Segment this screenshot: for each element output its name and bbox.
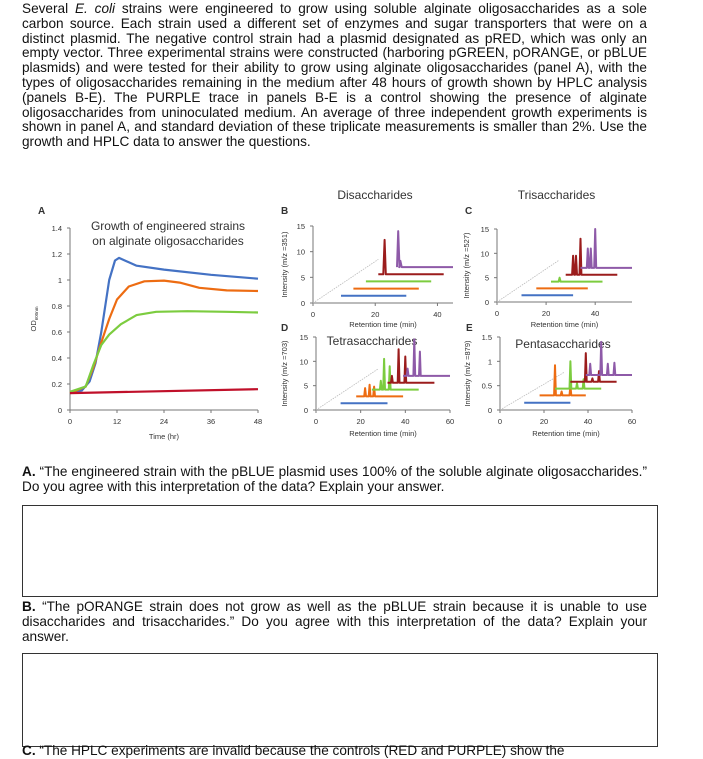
x-tick-label: 0 [310, 310, 316, 319]
series-purple-line [581, 229, 633, 268]
x-tick-label: 40 [583, 417, 593, 426]
x-tick-label: 0 [497, 417, 503, 426]
y-tick-label: 0 [487, 406, 492, 415]
y-tick-label: 0.5 [481, 381, 492, 391]
panel-letter: A [38, 206, 46, 217]
panel-letter: E [466, 323, 473, 334]
chart-title: Tetrasaccharides [326, 334, 418, 348]
y-tick-label: 0 [484, 298, 489, 307]
x-axis-label: Retention time (min) [532, 429, 600, 438]
y-tick-label: 0.4 [51, 354, 62, 363]
x-tick-label: 60 [445, 417, 455, 426]
y-tick-label: 0 [303, 406, 308, 415]
chart-title: Pentasaccharides [515, 337, 611, 351]
y-tick-label: 5 [484, 273, 489, 283]
x-tick-label: 24 [159, 417, 169, 426]
series-pred-line [378, 240, 443, 274]
x-tick-label: 0 [313, 417, 319, 426]
series-pred-line [70, 389, 258, 393]
panel-letter: D [281, 323, 289, 334]
x-tick-label: 20 [371, 310, 380, 319]
y-tick-label: 1.4 [51, 224, 62, 233]
intro-text: strains were engineered to grow using soluble alginate oligosaccharides as a sole carbon source. Each strain used a different set of enzymes and sugar transporters that were on a distinct plasmid. The negative control strain had a plasmid designated as pRED, which was only an empty vector. Three experimental strains were constructed (harboring pGREEN, pORANGE, or pBLUE plasmids) and were tested for their ability to grow using alginate oligosaccharides (panel A), with the types of oligosaccharides remaining in the medium after 48 hours of growth shown by HPLC analysis (panels B-E). The PURPLE trace in panels B-E is a control showing the presence of alginate oligosaccharides from uninoculated medium. An average of three independent growth experiments is shown in panel A, and standard deviation of these triplicate measurements is smaller than 2%. Use the growth and HPLC data to answer the questions. [22, 1, 647, 150]
y-axis-label: Intensity (m/z =879) [463, 340, 472, 407]
y-tick-label: 0.2 [51, 380, 62, 389]
chart-title: Disaccharides [337, 188, 413, 202]
y-axis-label: $OD_{600nm}$ [29, 306, 39, 332]
y-tick-label: 10 [296, 247, 305, 257]
y-axis-label: Intensity (m/z =351) [280, 231, 289, 298]
y-axis-label: Intensity (m/z =527) [462, 232, 471, 299]
x-tick-label: 20 [356, 417, 365, 426]
y-tick-label: 0 [300, 299, 305, 308]
y-tick-label: 15 [299, 333, 308, 342]
series-pblue-line [70, 258, 258, 393]
series-pred-line [388, 349, 435, 383]
y-tick-label: 15 [480, 225, 489, 234]
y-tick-label: 10 [299, 357, 308, 367]
question-letter: A. [22, 464, 36, 479]
x-tick-label: 40 [401, 417, 410, 426]
series-purple-line [397, 231, 453, 267]
series-porange-line [540, 365, 586, 395]
y-tick-label: 0.8 [51, 302, 62, 311]
x-tick-label: 60 [627, 417, 637, 426]
organism-name: E. coli [74, 1, 116, 16]
question-a [22, 465, 647, 495]
chart-title: Growth of engineered strains [90, 219, 246, 233]
y-tick-label: 0.6 [51, 328, 62, 337]
y-tick-label: 1.5 [481, 333, 492, 342]
x-tick-label: 20 [539, 417, 549, 426]
x-axis-label: Retention time (min) [349, 320, 417, 329]
x-tick-label: 36 [206, 417, 216, 426]
y-tick-label: 1 [487, 357, 492, 367]
y-axis-label: Intensity (m/z =703) [280, 340, 289, 407]
chart-title: Trisaccharides [517, 188, 596, 202]
x-tick-label: 40 [591, 309, 600, 318]
x-tick-label: 40 [433, 310, 442, 319]
question-b [22, 600, 647, 644]
y-tick-label: 1.2 [51, 250, 62, 259]
y-tick-label: 5 [300, 273, 305, 283]
y-tick-label: 15 [296, 222, 305, 231]
question-letter: C. [22, 743, 36, 758]
y-tick-label: 5 [303, 381, 308, 391]
question-text: “The engineered strain with the pBLUE plasmid uses 100% of the soluble alginate oligosaccharides.” Do you agree with this interpretation of the data? Explain your answer. [22, 464, 647, 494]
y-tick-label: 0 [57, 406, 62, 415]
y-tick-label: 1 [57, 276, 62, 285]
series-pgreen-line [551, 278, 603, 282]
x-tick-label: 12 [112, 417, 122, 426]
x-tick-label: 48 [253, 417, 263, 426]
x-axis-label: Retention time (min) [349, 429, 417, 438]
question-text: “The HPLC experiments are invalid because the controls (RED and PURPLE) show the [35, 743, 565, 758]
x-tick-label: 0 [67, 417, 73, 426]
x-axis-label: Time (hr) [148, 432, 180, 441]
intro-text: Several [22, 1, 75, 16]
answer-box-b[interactable] [22, 653, 658, 747]
series-pgreen-line [70, 311, 258, 392]
x-tick-label: 20 [541, 309, 551, 318]
panel-letter: B [281, 206, 289, 217]
answer-box-a[interactable] [22, 505, 658, 597]
question-text: “The pORANGE strain does not grow as well as the pBLUE strain because it is unable to use disaccharides and trisaccharides.” Do you agree with this interpretation of the data? Explain your answer. [22, 599, 647, 644]
panel-letter: C [465, 206, 473, 217]
x-tick-label: 0 [494, 309, 500, 318]
question-letter: B. [22, 599, 36, 614]
series-pgreen-line [372, 359, 419, 390]
chart-title: on alginate oligosaccharides [92, 234, 244, 248]
series-porange-line [70, 281, 258, 394]
x-axis-label: Retention time (min) [530, 320, 599, 329]
series-pred-line [570, 353, 616, 382]
y-tick-label: 10 [480, 249, 489, 259]
question-c [22, 744, 647, 759]
